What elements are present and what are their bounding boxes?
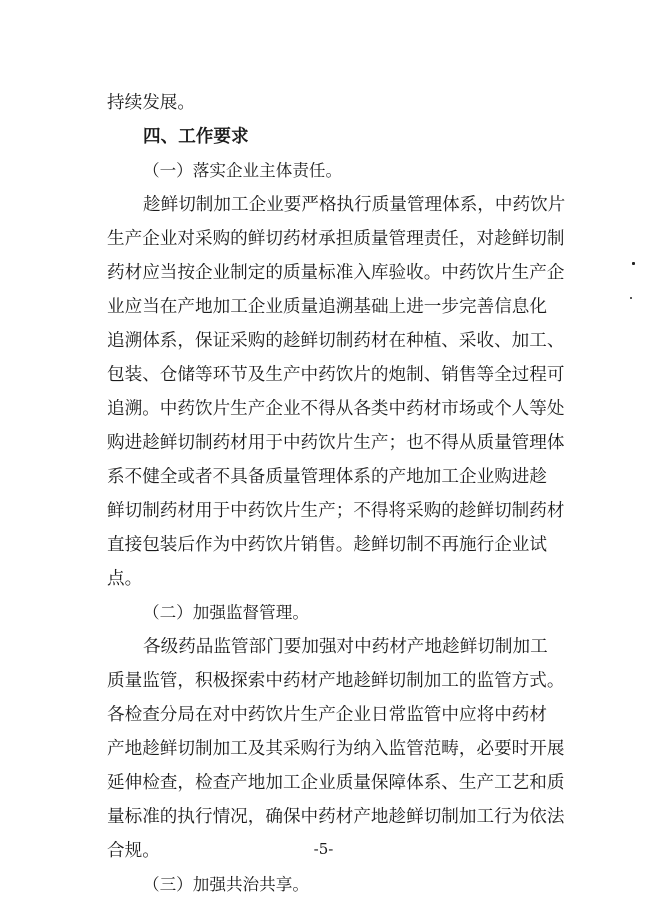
section-heading: 四、工作要求: [143, 127, 249, 147]
paragraph-line: 直接包装后作为中药饮片销售。趁鲜切制不再施行企业试: [107, 535, 547, 555]
subsection-heading: （一）落实企业主体责任。: [143, 161, 343, 180]
paragraph-line: 系不健全或者不具备质量管理体系的产地加工企业购进趁: [107, 467, 547, 487]
paragraph-line: 鲜切制药材用于中药饮片生产；不得将采购的趁鲜切制药材: [107, 501, 565, 521]
paragraph-line: 药材应当按企业制定的质量标准入库验收。中药饮片生产企: [107, 263, 565, 283]
subsection-heading: （二）加强监督管理。: [143, 603, 309, 622]
paragraph-line: 业应当在产地加工企业质量追溯基础上进一步完善信息化: [107, 297, 547, 317]
paragraph-line: 持续发展。: [107, 93, 195, 113]
paragraph-line: 包装、仓储等环节及生产中药饮片的炮制、销售等全过程可: [107, 365, 565, 385]
paragraph-line: 趁鲜切制加工企业要严格执行质量管理体系，中药饮片: [143, 195, 566, 215]
paragraph-line: 各检查分局在对中药饮片生产企业日常监管中应将中药材: [107, 705, 547, 725]
paragraph-line: 质量监管，积极探索中药材产地趁鲜切制加工的监管方式。: [107, 671, 565, 691]
page-number: -5-: [313, 840, 334, 858]
paragraph-line: 购进趁鲜切制药材用于中药饮片生产；也不得从质量管理体: [107, 433, 565, 453]
paragraph-line: 各级药品监管部门要加强对中药材产地趁鲜切制加工: [143, 637, 548, 657]
paragraph-line: 追溯体系，保证采购的趁鲜切制药材在种植、采收、加工、: [107, 331, 565, 351]
scan-speck: [630, 297, 632, 299]
paragraph-line: 点。: [107, 569, 143, 589]
scan-speck: [632, 262, 635, 265]
paragraph-line: 产地趁鲜切制加工及其采购行为纳入监管范畴，必要时开展: [107, 739, 565, 759]
paragraph-line: 生产企业对采购的鲜切药材承担质量管理责任，对趁鲜切制: [107, 229, 565, 249]
paragraph-line: 延伸检查，检查产地加工企业质量保障体系、生产工艺和质: [107, 773, 565, 793]
subsection-heading: （三）加强共治共享。: [143, 875, 309, 894]
paragraph-line: 量标准的执行情况，确保中药材产地趁鲜切制加工行为依法: [107, 807, 565, 827]
body-text: [107, 86, 566, 902]
paragraph-line: 合规。: [107, 841, 160, 861]
paragraph-line: 追溯。中药饮片生产企业不得从各类中药材市场或个人等处: [107, 399, 565, 419]
